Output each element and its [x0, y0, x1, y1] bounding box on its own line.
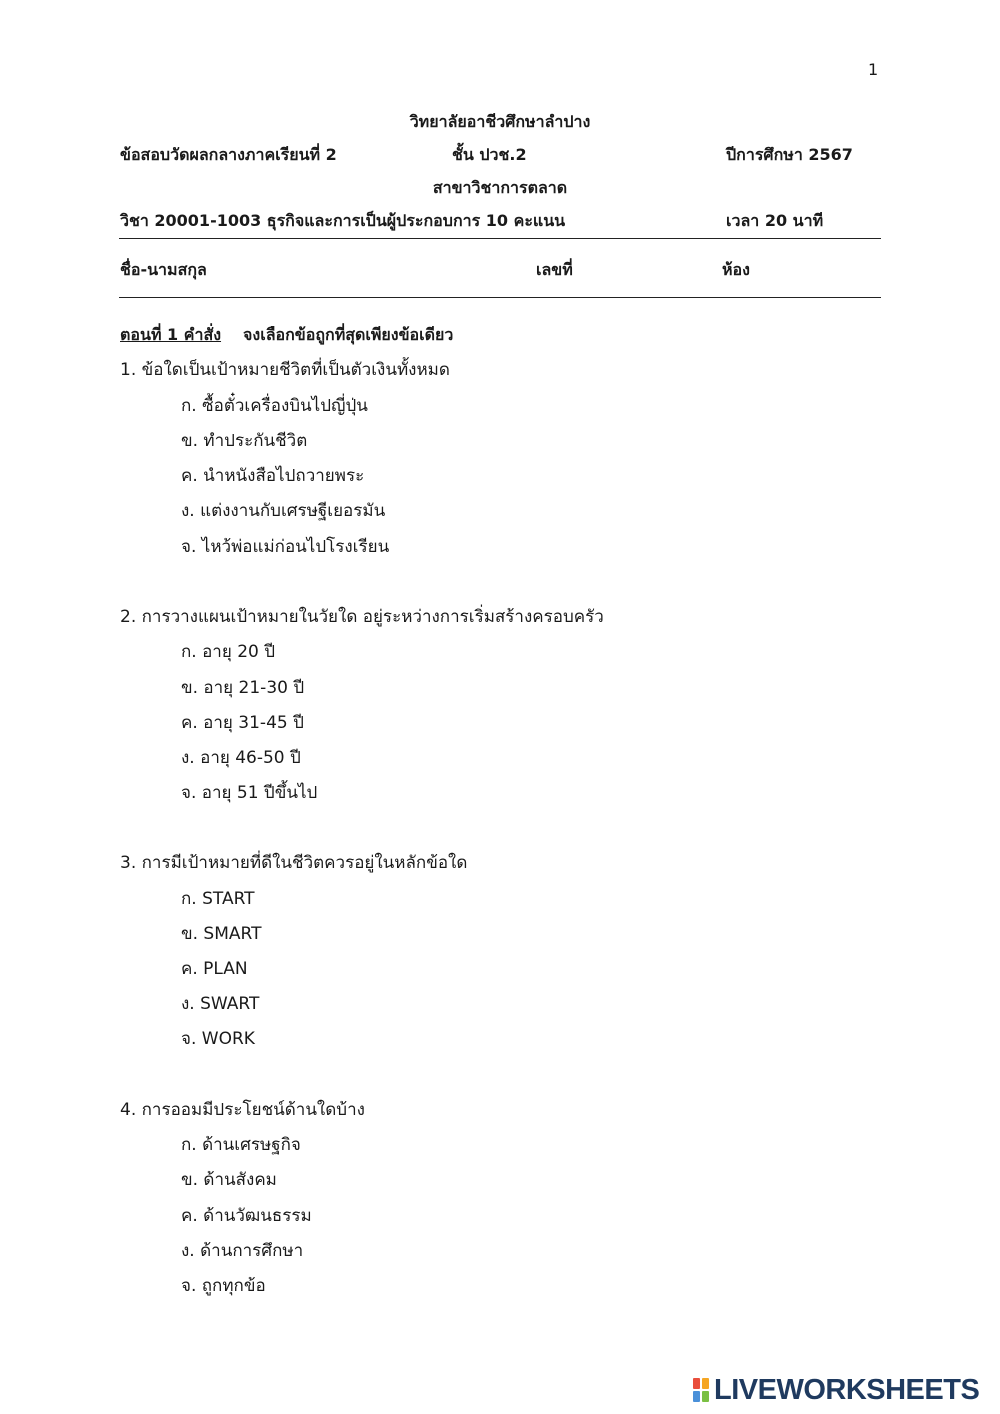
- question-3-option-b[interactable]: ข. SMART: [181, 924, 262, 944]
- question-2-option-d[interactable]: ง. อายุ 46-50 ปี: [181, 748, 301, 768]
- question-1-option-b[interactable]: ข. ทำประกันชีวิต: [181, 431, 308, 451]
- department-name: สาขาวิชาการตลาด: [432, 178, 568, 197]
- question-1-option-c[interactable]: ค. นำหนังสือไปถวายพระ: [181, 466, 365, 486]
- class-level: ชั้น ปวช.2: [452, 145, 527, 164]
- question-4-option-d[interactable]: ง. ด้านการศึกษา: [181, 1241, 304, 1261]
- instructions: [120, 323, 453, 348]
- question-2-option-a[interactable]: ก. อายุ 20 ปี: [181, 642, 276, 662]
- question-3-option-a[interactable]: ก. START: [181, 889, 255, 909]
- question-2: 2. การวางแผนเป้าหมายในวัยใด อยู่ระหว่างการเริ่มสร้างครอบครัว: [120, 607, 604, 627]
- brand-name: LIVEWORKSHEETS: [714, 1373, 980, 1406]
- header-divider-bottom: [119, 297, 881, 298]
- header-divider-top: [119, 238, 881, 239]
- liveworksheets-brand: [692, 1374, 979, 1406]
- question-4-option-c[interactable]: ค. ด้านวัฒนธรรม: [181, 1206, 312, 1226]
- question-1-option-a[interactable]: ก. ซื้อตั๋วเครื่องบินไปญี่ปุ่น: [181, 396, 368, 416]
- question-4-option-a[interactable]: ก. ด้านเศรษฐกิจ: [181, 1135, 301, 1155]
- question-1-option-d[interactable]: ง. แต่งงานกับเศรษฐีเยอรมัน: [181, 501, 386, 521]
- liveworksheets-logo-icon: [692, 1377, 710, 1403]
- student-number-label: เลขที่: [536, 260, 573, 279]
- room-label: ห้อง: [722, 260, 750, 279]
- question-3-option-c[interactable]: ค. PLAN: [181, 959, 248, 979]
- question-4-option-e[interactable]: จ. ถูกทุกข้อ: [181, 1276, 266, 1296]
- question-4: 4. การออมมีประโยชน์ด้านใดบ้าง: [120, 1100, 365, 1120]
- student-name-label: ชื่อ-นามสกุล: [120, 260, 207, 279]
- subject-line: วิชา 20001-1003 ธุรกิจและการเป็นผู้ประกอบการ 10 คะแนน: [120, 211, 566, 230]
- exam-title: ข้อสอบวัดผลกลางภาคเรียนที่ 2: [120, 145, 337, 164]
- question-1: 1. ข้อใดเป็นเป้าหมายชีวิตที่เป็นตัวเงินทั้งหมด: [120, 360, 450, 380]
- part-label: ตอนที่ 1 คำสั่ง: [120, 325, 222, 344]
- college-name: วิทยาลัยอาชีวศึกษาลำปาง: [409, 112, 591, 131]
- instructions-text: จงเลือกข้อถูกที่สุดเพียงข้อเดียว: [243, 325, 454, 344]
- question-2-option-b[interactable]: ข. อายุ 21-30 ปี: [181, 678, 305, 698]
- question-3: 3. การมีเป้าหมายที่ดีในชีวิตควรอยู่ในหลักข้อใด: [120, 853, 468, 873]
- question-4-option-b[interactable]: ข. ด้านสังคม: [181, 1170, 277, 1190]
- question-1-option-e[interactable]: จ. ไหว้พ่อแม่ก่อนไปโรงเรียน: [181, 537, 390, 557]
- question-2-option-e[interactable]: จ. อายุ 51 ปีขึ้นไป: [181, 783, 318, 803]
- question-2-option-c[interactable]: ค. อายุ 31-45 ปี: [181, 713, 304, 733]
- question-3-option-d[interactable]: ง. SWART: [181, 994, 260, 1014]
- academic-year: ปีการศึกษา 2567: [726, 145, 853, 164]
- question-3-option-e[interactable]: จ. WORK: [181, 1029, 255, 1049]
- exam-time: เวลา 20 นาที: [726, 211, 824, 230]
- page-number: 1: [868, 60, 879, 79]
